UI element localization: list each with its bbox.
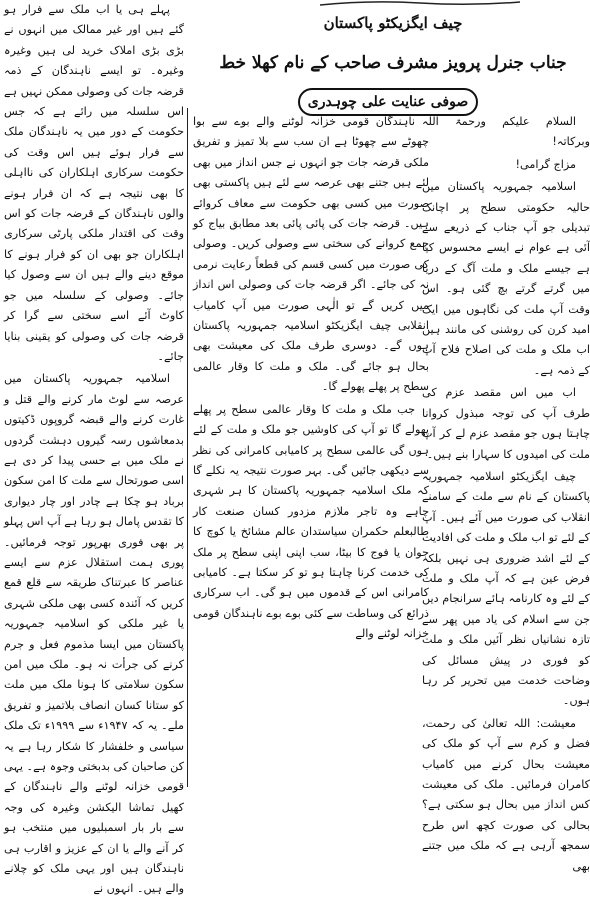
article-column-right	[422, 112, 590, 873]
kicker: چیف ایگزیکٹو پاکستان	[323, 14, 463, 32]
article-column-left	[4, 0, 184, 896]
paragraph: جب ملک و ملت کا وقار عالمی سطح پر پھلے پھولے گا تو آپ کی کاوشیں جو ملک و ملت کے لئے ہوں گی عالمی سطح پر کامیابی کامرانی کی نظر سے دیکھی جائیں گی۔ بہر صورت نتیجہ یہ نکلے گا کہ ملک اسلامیہ جمہوریہ پاکستان کا ہر شہری چاہے وہ تاجر ملازم مزدور کسان صنعت کار طالبعلم حکمران سیاستدان عالم مشائخ یا کوچ کا جوان یا فوج کا بیٹا، سب اپنی اپنی سطح پر ملک کی خدمت کرنا چاہتا ہو تو کر سکتا ہے۔ کامیابی کامرانی اس کے قدموں میں ہو گی۔ اب سرکاری ذرائع کی وساطت سے کئی بوے بوے ناہندگان قومی خزانہ لوٹنے والے	[193, 402, 429, 641]
paragraph: معیشت: اللہ تعالیٰ کی رحمت، فضل و کرم سے آپ کو ملک کی معیشت بحال کرنے میں کامیاب کامران فرمائیں۔ ملک کی معیشت کس انداز میں بحال ہو سکتی ہے؟ بحالی کی صورت کچھ اس طرح سمجھ آرہی ہے کہ ملک میں جتنے بھی	[422, 716, 590, 873]
headline: جناب جنرل پرویز مشرف صاحب کے نام کھلا خط	[219, 53, 567, 73]
paragraph: اب میں اس مقصد عزم کی طرف آپ کی توجہ مبذول کروانا چاہتا ہوں جو مقصد عزم لے کر آپ ملت کی امیدوں کا سہارا بنے ہیں۔	[422, 386, 590, 461]
paragraph: چیف ایگزیکٹو اسلامیہ جمہوریہ پاکستان کے نام سے ملت کے سامنے انقلاب کی صورت میں آئے ہیں۔ آپ کے لئے تو اب ملک و ملت کی افادیت کے لئے اشد ضروری ہی نہیں بلکہ فرض عین ہے کہ آپ ملک و ملت کے لئے وہ کارنامہ ہائے سرانجام دیں جن سے اسلام کی یاد میں پھر سے تازہ نشانیاں نظر آئیں ملک و ملت کو فوری در پیش مسائل کی وضاحت خدمت میں تحریر کر رہا ہوں۔	[422, 469, 590, 708]
article-header	[196, 0, 590, 110]
paragraph: اسلامیہ جمہوریہ پاکستان میں حالیہ حکومتی سطح پر اچانک تبدیلی جو آپ جناب کے ذریعے سے آئی ہے عوام نے ایسے محسوس کیا ہے جیسے ملک و ملت آگ کے دریا میں گرتے گرتے بچ گئی ہو۔ اس وقت آپ ملت کی نگاہوں میں ایک امید کرن کی روشنی کی مانند ہیں اب ملک و ملت کی اصلاح فلاح آپ کے ذمہ ہے۔	[422, 180, 590, 377]
paragraph: مزاج گرامی!	[515, 157, 576, 171]
byline: صوفی عنایت علی چوہدری	[298, 88, 478, 116]
paragraph: اسلامیہ جمہوریہ پاکستان میں عرصہ سے لوٹ مار کرنے والے قتل و غارت کرنے والے قبضہ گروپوں ڈکیتوں بدمعاشوں رسہ گیروں دہشت گردوں نے ملک میں بے حسی پیدا کر دی ہے اسی صورتحال سے ملت کا امن سکون برباد ہو چکا ہے چادر اور چار دیواری کا تقدس پامال ہو رہا ہے آپ اس پہلو پر بھی فوری بھرپور توجہ فرمائیں۔ پوری ہمت استقلال عزم سے ایسے عناصر کا عبرتناک طریقہ سے قلع قمع کریں کہ آئندہ کسی بھی ملکی شہری یا غیر ملکی کو اسلامیہ جمہوریہ پاکستان میں ایسا مذموم فعل و جرم کرنے کی جرأت نہ ہو۔ ملک میں امن سکون سلامتی کا ہونا ملک میں ملت کو ستانا کسان انصاف بلاتمیز و تفریق ملے۔ یہ کہ ۱۹۴۷ء سے ۱۹۹۹ء تک ملک سیاسی و خلفشار کا شکار رہا ہے یہ کن صاحبان کی بدبختی وجوہ ہے۔ یہی قومی خزانہ لوٹنے والے ناہندگان کے کھیل تماشا الیکشن وغیرہ کی وجہ سے بار بار اسمبلیوں میں منتخب ہو کر آنے والے یا ان کے عزیز و اقارب ہی ناہندگان ہیں اور یہی ملک کو چلانے والے ہیں۔ انہوں نے	[4, 372, 184, 896]
paragraph: السلام علیکم ورحمۃ اللہ وبرکاتہ!	[422, 115, 590, 149]
paragraph: ناہندگان قومی خزانہ لوٹنے والے بوے سے بوا چھوٹے سے چھوٹا ہے ان سب سے بلا تمیز و تفریق ملکی قرضہ جات جو انہوں نے جس انداز میں بھی لئے ہیں جتنے بھی عرصہ سے لئے ہیں پاکستی بھی صورت میں کسی بھی حکومت سے معاف کروائے ہیں۔ قرضہ جات کی پائی پائی بعد مطابق بیاج کو جمع کروانے کی سختی سے وصولی کریں۔ وصولی کی صورت میں کسی قسم کی قطعاً رعایت نرمی نہ کی جائے۔ اگر قرضہ جات کی وصولی اس انداز میں کریں گے تو الٰہی صورت میں آپ کامیاب انقلابی چیف ایگزیکٹو اسلامیہ جمہوریہ پاکستان ہوں گے۔ دوسری طرف ملک کی معیشت بھی بحال ہو جائے گی۔ ملک و ملت کا وقار عالمی سطح پر پھلے پھولے گا۔	[193, 115, 429, 394]
paragraph: پہلے ہی یا اب ملک سے فرار ہو گئے ہیں اور غیر ممالک میں انہوں نے بڑی بڑی املاک خرید لی ہیں وغیرہ وغیرہ۔ تو ایسے ناہندگان کے ذمہ قرضہ جات کی وصولی ممکن نہیں ہے اس سلسلہ میں رائے ہے کہ جس حکومت کے دور میں یہ ناہندگان ملک سے فرار ہوئے ہیں اس وقت کی حکومت سرکاری اہلکاران کی نااہلی کا بھی نتیجہ ہے کہ ان فرار ہونے والوں ناہندگان کے قرضہ جات کو اس وقت کی اقتدار ملکی پارٹی سرکاری اہلکاران جو بھی ان کو فرار ہونے کا موقع دینے والے ہیں ان سے وصول کیا جائے۔ وصولی کے سلسلہ میں جو کاوٹ آئے اسے سختی سے گرا کر قرضہ جات کی وصولی کو یقینی بنایا جائے۔	[4, 3, 184, 363]
column-divider	[187, 108, 188, 787]
article-column-middle	[193, 112, 429, 787]
